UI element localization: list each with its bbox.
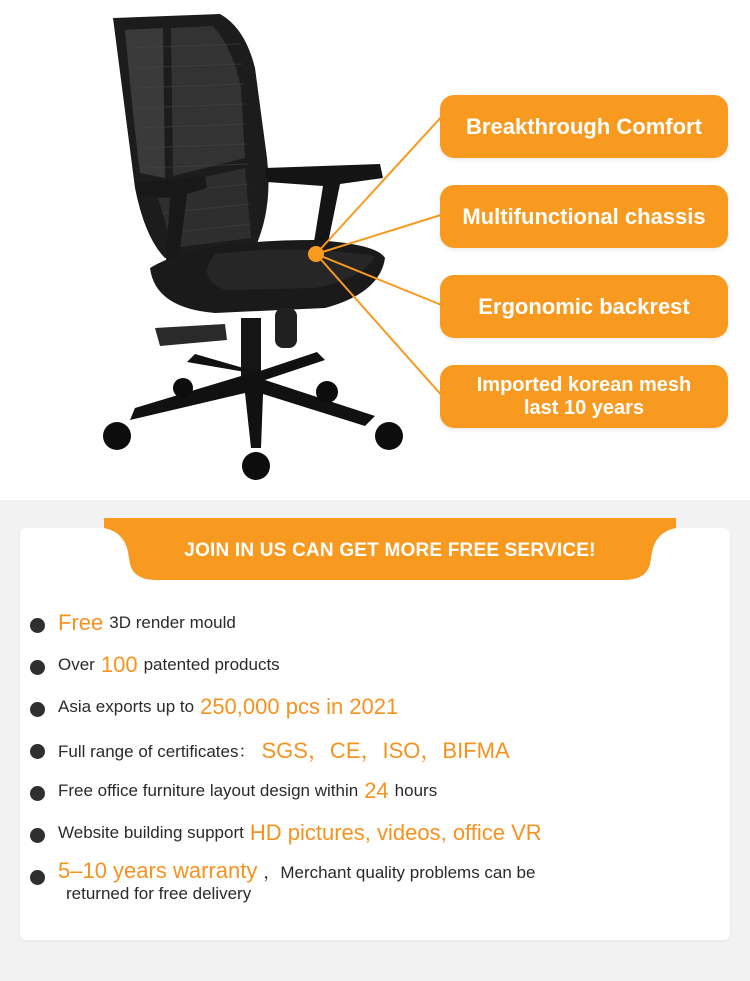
list-item (30, 686, 720, 728)
list-item (30, 770, 720, 812)
list-item (30, 728, 720, 770)
list-item (30, 812, 720, 854)
list-item-warranty (30, 860, 720, 916)
list-item (30, 602, 720, 644)
item-text: ，Merchant quality problems can be (263, 863, 536, 882)
item-text: 3D render mould (109, 613, 236, 632)
bullet-icon (30, 744, 45, 759)
bullet-icon (30, 870, 45, 885)
feature-multifunctional-chassis: Multifunctional chassis (440, 185, 728, 248)
item-text: Full range of certificates： (58, 741, 256, 761)
feature-ergonomic-backrest: Ergonomic backrest (440, 275, 728, 338)
warranty-text (58, 860, 535, 904)
bullet-icon (30, 702, 45, 717)
highlight-text: 24 (364, 778, 389, 803)
item-text: Over (58, 655, 95, 674)
office-chair-image (95, 8, 435, 488)
bullet-icon (30, 828, 45, 843)
bullet-icon (30, 618, 45, 633)
service-list (30, 602, 720, 916)
highlight-text: SGS，CE，ISO，BIFMA (261, 737, 510, 763)
item-text: Asia exports up to (58, 697, 195, 716)
item-text: Website building support (58, 823, 244, 842)
bullet-icon (30, 786, 45, 801)
banner-text: JOIN IN US CAN GET MORE FREE SERVICE! (184, 540, 596, 561)
highlight-text: Free (58, 610, 104, 635)
item-text: patented products (143, 655, 280, 674)
item-text-line2: returned for free delivery (66, 884, 252, 903)
feature-breakthrough-comfort: Breakthrough Comfort (440, 95, 728, 158)
highlight-text: HD pictures, videos, office VR (249, 820, 542, 845)
item-text: hours (394, 781, 438, 800)
bullet-icon (30, 660, 45, 675)
highlight-text: 5–10 years warranty (58, 858, 258, 883)
list-item (30, 644, 720, 686)
service-banner (104, 518, 676, 580)
highlight-text: 250,000 pcs in 2021 (200, 694, 399, 719)
feature-korean-mesh: Imported korean mesh last 10 years (440, 365, 728, 428)
highlight-text: 100 (100, 652, 138, 677)
item-text: Free office furniture layout design within (58, 781, 359, 800)
